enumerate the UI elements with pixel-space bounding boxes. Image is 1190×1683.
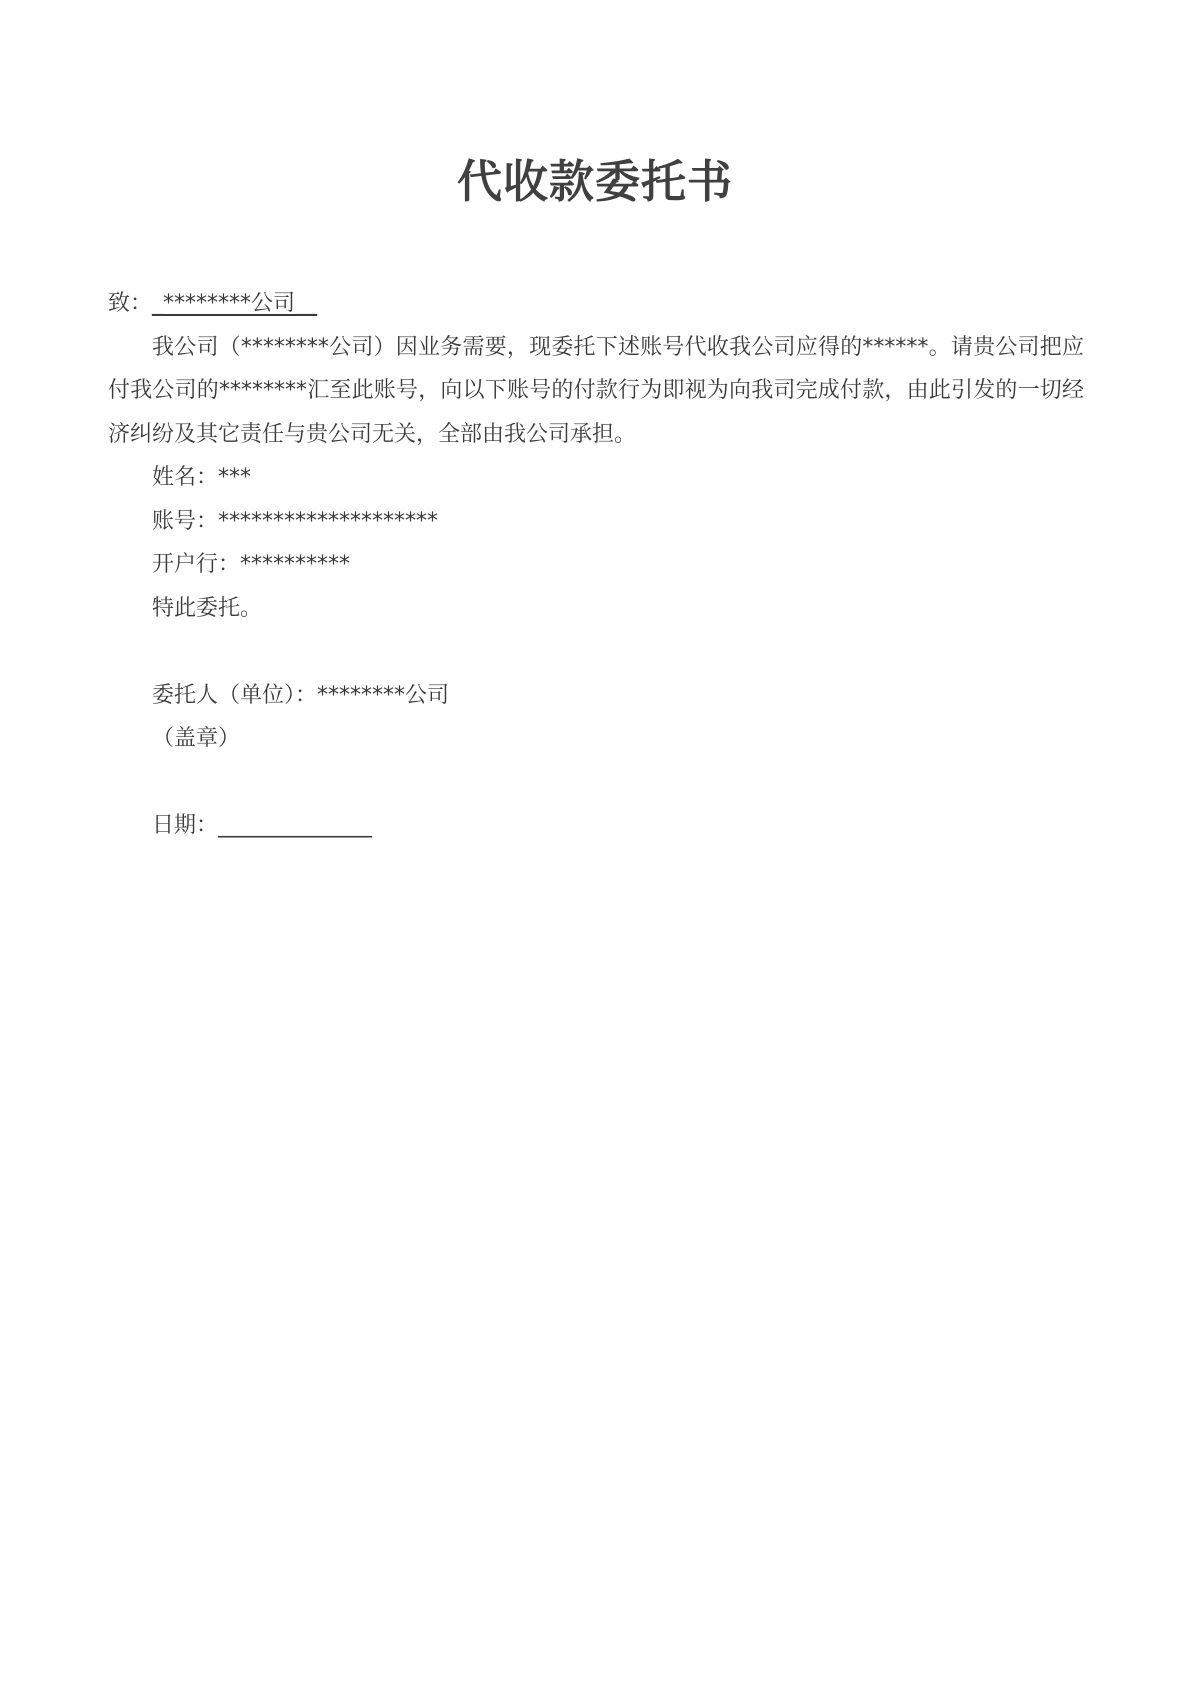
recipient-line (108, 282, 1084, 326)
spacer (108, 630, 1084, 674)
account-line: 账号：******************** (152, 508, 439, 534)
document-body (108, 282, 1084, 848)
date-value: ______________ (218, 813, 373, 838)
document-title: 代收款委托书 (456, 155, 733, 208)
date-label: 日期： (152, 813, 219, 838)
seal-line: （盖章） (152, 726, 241, 751)
bank-line: 开户行：********** (152, 552, 351, 577)
recipient-label: 致： (108, 291, 153, 316)
spacer (108, 761, 1084, 805)
recipient-value: _********公司__ (152, 291, 318, 316)
name-line: 姓名：*** (152, 465, 252, 490)
closing-line: 特此委托。 (152, 595, 263, 621)
body-paragraph: 我公司（********公司）因业务需要，现委托下述账号代收我公司应得的******。请贵公司把应付我公司的********汇至此账号，向以下账号的付款行为即视为向我司完成付款，由此引发的一切经济纠纷及其它责任与贵公司无关，全部由我公司承担。 (108, 334, 1084, 447)
principal-line: 委托人（单位）：********公司 (152, 682, 450, 708)
date-line (108, 804, 1084, 848)
